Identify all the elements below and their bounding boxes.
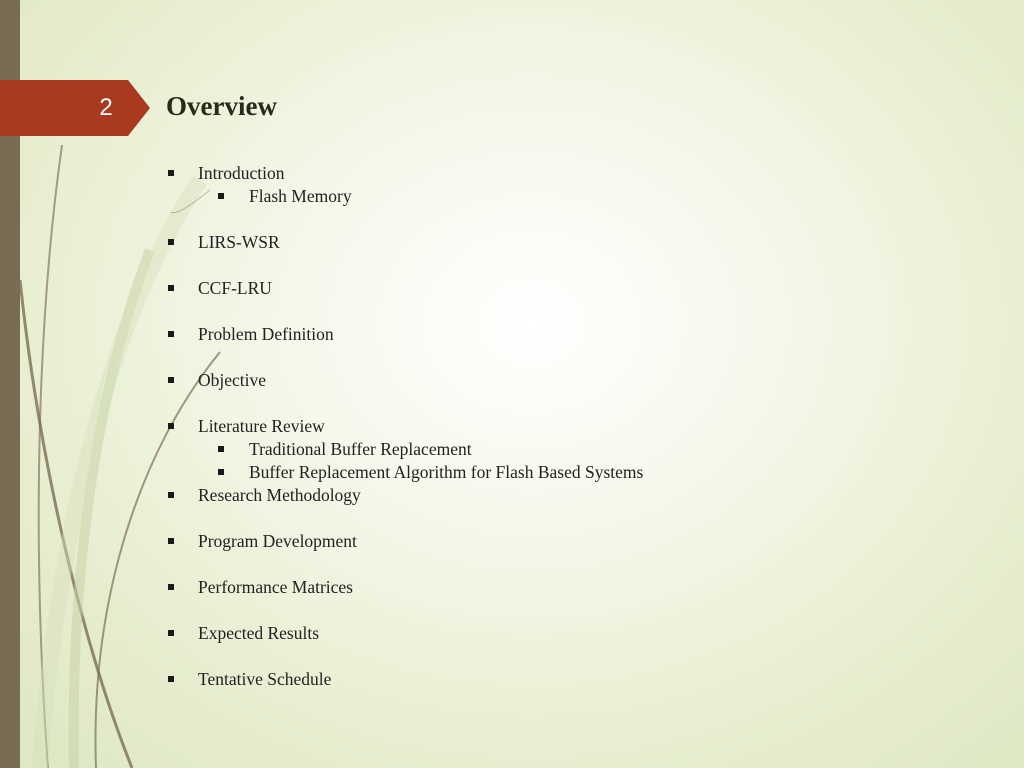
outline-list	[166, 162, 966, 691]
bullet-square-icon	[168, 239, 174, 245]
bullet-square-icon	[218, 446, 224, 452]
page-title: Overview	[166, 91, 277, 121]
list-subitem: Buffer Replacement Algorithm for Flash Based Systems	[166, 461, 966, 484]
bullet-square-icon	[168, 584, 174, 590]
bullet-square-icon	[218, 193, 224, 199]
list-item: Tentative Schedule	[166, 668, 966, 691]
list-item: Performance Matrices	[166, 576, 966, 599]
list-item: Research Methodology	[166, 484, 966, 507]
bullet-square-icon	[168, 331, 174, 337]
bullet-square-icon	[168, 676, 174, 682]
list-item: Expected Results	[166, 622, 966, 645]
list-subitem: Traditional Buffer Replacement	[166, 438, 966, 461]
bullet-square-icon	[168, 492, 174, 498]
list-subitem: Flash Memory	[166, 185, 966, 208]
bullet-square-icon	[168, 170, 174, 176]
list-item: LIRS-WSR	[166, 231, 966, 254]
list-item: Objective	[166, 369, 966, 392]
slide-number-tab	[0, 80, 150, 136]
bullet-square-icon	[168, 285, 174, 291]
list-item: CCF-LRU	[166, 277, 966, 300]
bullet-square-icon	[168, 538, 174, 544]
bullet-square-icon	[168, 423, 174, 429]
list-item: Problem Definition	[166, 323, 966, 346]
list-item: Introduction	[166, 162, 966, 185]
list-item: Literature Review	[166, 415, 966, 438]
bullet-square-icon	[168, 630, 174, 636]
bullet-square-icon	[168, 377, 174, 383]
slide-number: 2	[99, 94, 113, 121]
list-item: Program Development	[166, 530, 966, 553]
bullet-square-icon	[218, 469, 224, 475]
